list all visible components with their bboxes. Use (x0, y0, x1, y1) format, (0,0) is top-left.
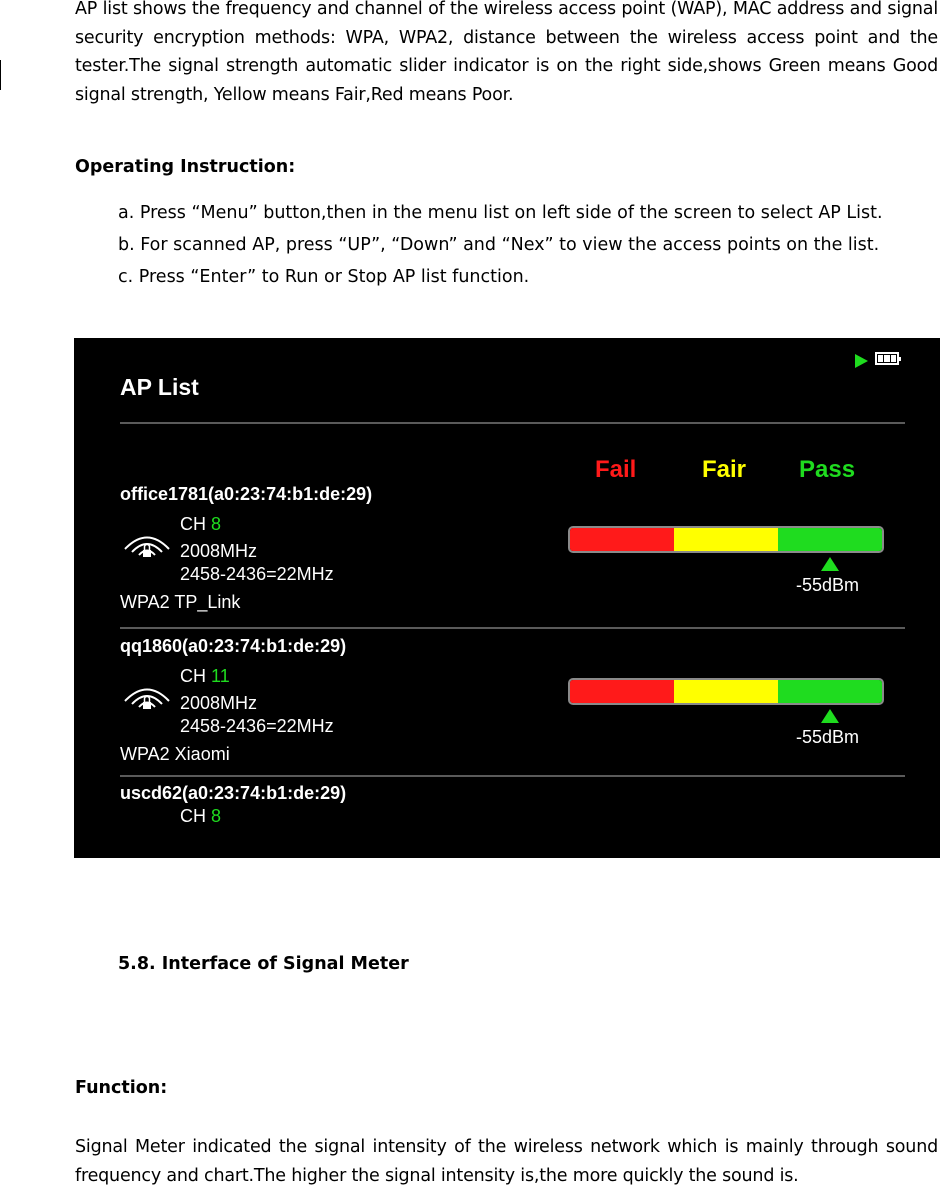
fail-label: Fail (595, 456, 637, 483)
function-paragraph: Signal Meter indicated the signal intensity of the wireless network which is mainly through sound frequency and chart.The higher the signal intensity is,the more quickly the sound is. (75, 1137, 938, 1186)
step-b: b. For scanned AP, press “UP”, “Down” and “Nex” to view the access points on the list. (118, 235, 880, 255)
wifi-lock-icon (122, 530, 172, 560)
step-a: a. Press “Menu” button,then in the menu list on left side of the screen to select AP List. (118, 203, 883, 223)
ap-channel (180, 806, 221, 827)
title-divider (120, 422, 905, 424)
function-heading: Function: (75, 1078, 168, 1098)
ap-security: WPA2 Xiaomi (120, 744, 230, 764)
channel-label: CH (180, 514, 206, 534)
ap-name: office1781(a0:23:74:b1:de:29) (120, 484, 373, 504)
signal-value: -55dBm (796, 727, 860, 747)
ap-name: qq1860(a0:23:74:b1:de:29) (120, 636, 347, 656)
ap-divider (120, 775, 905, 777)
signal-strength-meter (568, 526, 884, 553)
wifi-lock-icon (122, 682, 172, 712)
operating-instruction-heading: Operating Instruction: (75, 157, 296, 177)
ap-divider (120, 627, 905, 629)
pass-label: Pass (799, 456, 856, 483)
intro-paragraph: AP list shows the frequency and channel of the wireless access point (WAP), MAC address and signal security encryption methods: WPA, WPA2, distance between the wireless access point and the tester.The signal strength automatic slider indicator is on the right side,shows Green means Good signal strength, Yellow means Fair,Red means Poor. (75, 0, 938, 105)
ap-list-screen (74, 338, 940, 858)
instruction-steps (118, 197, 883, 293)
ap-security: WPA2 TP_Link (120, 592, 241, 612)
channel-label: CH (180, 666, 206, 686)
step-c: c. Press “Enter” to Run or Stop AP list function. (118, 267, 530, 287)
channel-value: 8 (211, 514, 222, 534)
channel-value: 8 (211, 806, 222, 826)
signal-indicator-arrow-icon (821, 709, 839, 723)
ap-bandwidth: 2458-2436=22MHz (180, 716, 334, 736)
ap-channel (180, 666, 230, 687)
ap-name: uscd62(a0:23:74:b1:de:29) (120, 783, 347, 803)
fair-label: Fair (702, 456, 747, 483)
signal-strength-meter (568, 678, 884, 705)
margin-change-bar (0, 60, 1, 90)
ap-frequency: 2008MHz (180, 693, 258, 713)
ap-channel (180, 514, 221, 535)
section-heading: 5.8. Interface of Signal Meter (118, 954, 409, 974)
ap-frequency: 2008MHz (180, 541, 258, 561)
channel-value: 11 (211, 666, 230, 686)
battery-icon (875, 352, 899, 365)
screen-title: AP List (120, 374, 199, 400)
channel-label: CH (180, 806, 206, 826)
signal-indicator-arrow-icon (821, 557, 839, 571)
ap-bandwidth: 2458-2436=22MHz (180, 564, 334, 584)
play-icon (855, 354, 868, 368)
signal-value: -55dBm (796, 575, 860, 595)
